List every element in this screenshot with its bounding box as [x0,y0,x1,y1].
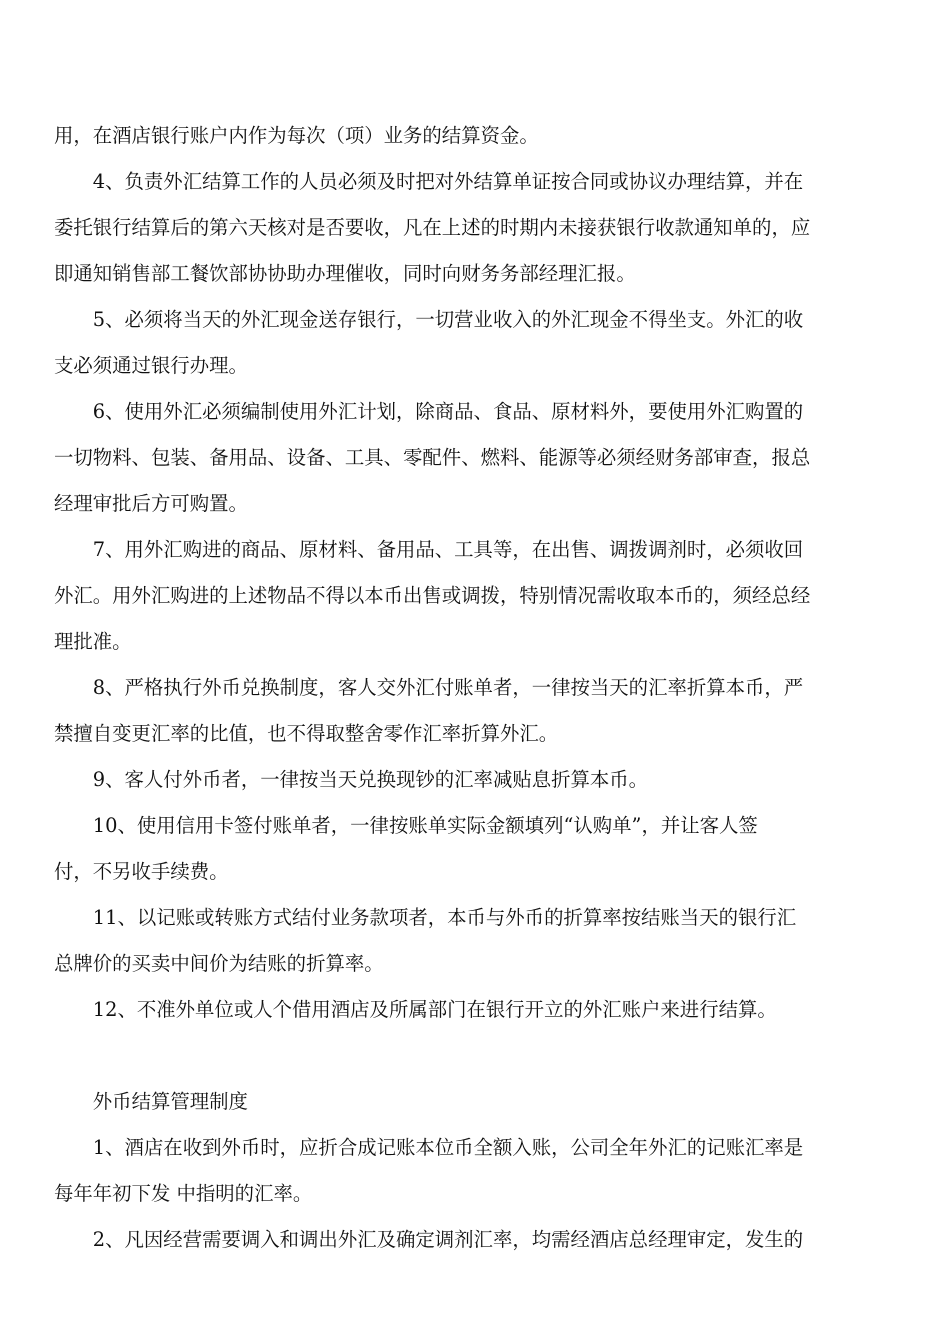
paragraph [54,527,895,665]
text-line: 付，不另收手续费。 [54,860,229,883]
paragraph [54,665,895,757]
paragraph [54,389,895,527]
text-line: 1、酒店在收到外币时，应折合成记账本位币全额入账，公司全年外汇的记账汇率是 [92,1136,804,1159]
text-line: 禁擅自变更汇率的比值，也不得取整舍零作汇率折算外汇。 [54,722,559,745]
text-line: 5、必须将当天的外汇现金送存银行，一切营业收入的外汇现金不得坐支。外汇的收 [92,308,804,331]
paragraph [54,987,895,1033]
text-line: 理批准。 [54,630,132,653]
section-spacer [54,1033,895,1079]
text-line: 委托银行结算后的第六天核对是否要收，凡在上述的时期内未接获银行收款通知单的，应 [54,216,811,239]
paragraph [54,297,895,389]
text-line: 8、严格执行外币兑换制度，客人交外汇付账单者，一律按当天的汇率折算本币，严 [92,676,804,699]
text-line: 即通知销售部工餐饮部协协助办理催收，同时向财务务部经理汇报。 [54,262,636,285]
text-line: 总牌价的买卖中间价为结账的折算率。 [54,952,384,975]
text-line: 2、凡因经营需要调入和调出外汇及确定调剂汇率，均需经酒店总经理审定，发生的 [92,1228,804,1251]
text-line: 12、不准外单位或人个借用酒店及所属部门在银行开立的外汇账户来进行结算。 [92,998,777,1021]
text-line: 9、客人付外币者，一律按当天兑换现钞的汇率减贴息折算本币。 [92,768,649,791]
text-line: 经理审批后方可购置。 [54,492,248,515]
text-line: 用，在酒店银行账户内作为每次（项）业务的结算资金。 [54,124,539,147]
paragraph [54,113,895,159]
paragraph [54,757,895,803]
body-text-after [54,1125,895,1263]
text-line: 4、负责外汇结算工作的人员必须及时把对外结算单证按合同或协议办理结算，并在 [92,170,804,193]
text-line: 11、以记账或转账方式结付业务款项者，本币与外币的折算率按结账当天的银行汇 [92,906,797,929]
text-line: 6、使用外汇必须编制使用外汇计划，除商品、食品、原材料外，要使用外汇购置的 [92,400,804,423]
paragraph [54,1125,895,1217]
text-line: 10、使用信用卡签付账单者，一律按账单实际金额填列“认购单”，并让客人签 [92,814,758,837]
paragraph [54,895,895,987]
section-heading: 外币结算管理制度 [92,1090,248,1113]
paragraph [54,1217,895,1263]
body-text-before [54,113,895,1033]
text-line: 7、用外汇购进的商品、原材料、备用品、工具等，在出售、调拨调剂时，必须收回 [92,538,804,561]
text-line: 一切物料、包装、备用品、设备、工具、零配件、燃料、能源等必须经财务部审查，报总 [54,446,811,469]
text-line: 支必须通过银行办理。 [54,354,248,377]
paragraph [54,803,895,895]
text-line: 外汇。用外汇购进的上述物品不得以本币出售或调拨，特别情况需收取本币的，须经总经 [54,584,811,607]
text-line: 每年年初下发 中指明的汇率。 [54,1182,313,1205]
paragraph [54,159,895,297]
